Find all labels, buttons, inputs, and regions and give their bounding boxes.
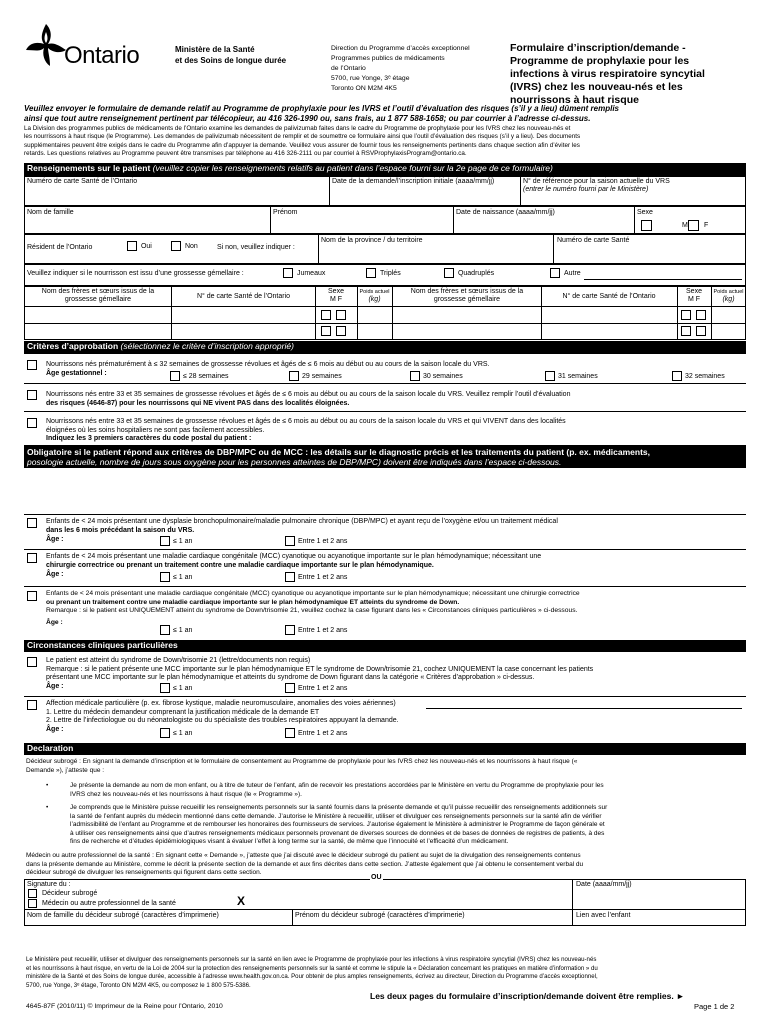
resident-yes-label: Oui	[140, 242, 152, 250]
twins-label: Jumeaux	[296, 269, 326, 277]
sib2-f-checkbox[interactable]	[336, 326, 346, 336]
sib1-m-checkbox[interactable]	[321, 310, 331, 320]
province-label: Nom de la province / du territoire	[321, 237, 423, 244]
reference-number-note: (entrer le numéro fourni par le Ministère)	[523, 186, 649, 193]
intro-p-line-4: retards. Les questions relatives au Programme peuvent être transmises par téléphone au 416 326-2111 ou par courriel à RSVProphylaxisProgram@ontario.ca.	[24, 150, 467, 158]
direction-line-1: Direction du Programme d’accès exceptionnel	[331, 45, 470, 52]
both-pages-note: Les deux pages du formulaire d’inscription/demande doivent être remplies. ►	[370, 991, 685, 1001]
sib-name-header-2-l1: Nom des frères et sœurs issus de la	[410, 288, 524, 295]
sig-substitute-label: Décideur subrogé	[42, 890, 98, 898]
sib-sex-header	[316, 288, 356, 304]
privacy-notice	[26, 956, 748, 990]
direction-line-3: de l’Ontario	[331, 65, 366, 72]
dbp-c3-entre-label: Entre 1 et 2 ans	[298, 626, 348, 634]
dbp-c3-le1-checkbox[interactable]	[160, 625, 170, 635]
sib-sex-header-2	[678, 288, 710, 304]
resident-yes-checkbox[interactable]	[127, 241, 137, 251]
clinical-1-age-label: Âge :	[46, 682, 64, 690]
resident-no-option[interactable]	[171, 241, 198, 251]
sib3-m-checkbox[interactable]	[681, 310, 691, 320]
ga-29-label: 29 semaines	[302, 372, 342, 380]
ministry-line-1: Ministère de la Santé	[175, 45, 255, 54]
criterion-3-line-2: éloignées où les soins hospitaliers ne sont pas facilement accessibles.	[46, 426, 265, 434]
clinical-1-line-1: Le patient est atteint du syndrome de Down/trisomie 21 (lettre/documents non requis)	[46, 657, 311, 664]
clinical-1-le1-option[interactable]	[160, 683, 192, 693]
sib-weight-header-2-l2: (kg)	[722, 296, 735, 303]
bullet-2-line-4: à utiliser ces renseignements ainsi que d’autres renseignements médicaux personnels provenant de diverses sources de données et de bases de données de registres de patients, à des	[70, 829, 605, 837]
clinical-1-le1-checkbox[interactable]	[160, 683, 170, 693]
intro-line-1: Veuillez envoyer le formulaire de demande relatif au Programme de prophylaxie pour les IVRS et l’outil d’évaluation des risques (s’il y a lieu) dûment remplis	[24, 104, 619, 113]
gestational-age-label: Âge gestationnel :	[46, 370, 107, 377]
sib2-m-checkbox[interactable]	[321, 326, 331, 336]
province-input[interactable]	[320, 246, 552, 263]
dbp-c2-le1-checkbox[interactable]	[160, 572, 170, 582]
dm-last-name-label: Nom de famille du décideur subrogé (caractères d’imprimerie)	[27, 912, 219, 919]
patient-bar-title: Renseignements sur le patient	[27, 163, 151, 173]
dbp-c1-line-1: Enfants de < 24 mois présentant une dysplasie bronchopulmonaire/maladie pulmonaire chronique (DBP/MPC) et ayant reçu de l’oxygène et/ou un traitement médical	[46, 518, 558, 525]
ga-28-label: ≤ 28 semaines	[183, 372, 229, 380]
dbp-c1-entre-label: Entre 1 et 2 ans	[298, 537, 348, 545]
dbp-c3-line-3: Remarque : si le patient est UNIQUEMENT atteint du syndrome de Down/trisomie 21, veuillez cochez la case figurant dans les « Circonstances cliniques particulières » ci-dessous.	[46, 607, 578, 614]
privacy-line-1: Le Ministère peut recueillir, utiliser et divulguer des renseignements personnels sur la santé en lien avec le Programme de prophylaxie pour les infections à virus respiratoire syncytial (IVRS) chez les nouveau-nés	[26, 956, 597, 963]
sib-sex-header-l1: Sexe	[328, 288, 344, 295]
resident-no-label: Non	[184, 242, 198, 250]
resident-yes-option[interactable]	[127, 241, 152, 251]
criterion-3-checkbox[interactable]	[27, 418, 37, 428]
bullet-1-line-1: Je présente la demande au nom de mon enfant, ou à titre de tuteur de l’enfant, afin de recevoir les prestations accordées par le Ministère en vertu du Programme de prophylaxie pour les	[70, 782, 604, 789]
sig-option-2[interactable]	[28, 899, 176, 908]
dbp-c3-le1-label: ≤ 1 an	[173, 626, 193, 634]
sex-f-label: F	[703, 222, 709, 230]
clinical-2-checkbox[interactable]	[27, 700, 37, 710]
reference-number-input[interactable]	[522, 194, 745, 205]
dbp-c2-entre-option[interactable]	[285, 572, 347, 582]
ga-31-checkbox[interactable]	[545, 371, 555, 381]
sib-weight-header-2	[712, 288, 745, 304]
other-card-input[interactable]	[555, 246, 745, 263]
dob-input[interactable]	[454, 218, 633, 233]
dbp-c3-entre-checkbox[interactable]	[285, 625, 295, 635]
sib-sex-header-2-l2: M F	[687, 296, 701, 303]
criterion-2-text	[46, 390, 570, 408]
or-label: OU	[371, 874, 382, 881]
ga-30-option[interactable]	[410, 371, 463, 381]
ga-31-option[interactable]	[545, 371, 598, 381]
dbp-c2-entre-checkbox[interactable]	[285, 572, 295, 582]
dbp-c2-line-2: chirurgie correctrice ou prenant un traitement contre une maladie cardiaque importante sur le plan hémodynamique.	[46, 561, 434, 569]
clinical-2-le1-option[interactable]	[160, 728, 192, 738]
dbp-c3-age-label: Âge :	[46, 618, 63, 626]
dbp-c1-line-2: dans les 6 mois précédant la saison du VRS.	[46, 526, 195, 534]
physician-line-3: décideur subrogé de divulguer les renseignements qui figurent dans cette section.	[26, 869, 262, 876]
form-title	[510, 42, 705, 107]
other-multiple-option[interactable]	[550, 268, 581, 278]
dbp-c1-entre-checkbox[interactable]	[285, 536, 295, 546]
if-no-label: Si non, veuillez indiquer :	[217, 244, 295, 251]
resident-label: Résident de l’Ontario	[27, 244, 93, 251]
clinical-bar-title: Circonstances cliniques particulières	[27, 640, 178, 650]
direction-address	[331, 44, 470, 94]
sib4-m-checkbox[interactable]	[681, 326, 691, 336]
clinical-1-line-3: présentant une MCC importante sur le plan hémodynamique et atteints du syndrome de Down figurant dans la catégorie « Critères d’approbation » ci-dessus.	[46, 674, 535, 681]
triplets-option[interactable]	[366, 268, 401, 278]
dbp-c1-age-label: Âge :	[46, 536, 64, 543]
clinical-2-line-2: 1. Lettre du médecin demandeur comprenant la justification médicale de la demande ET	[46, 708, 320, 716]
dbp-c3-le1-option[interactable]	[160, 625, 192, 635]
declaration-intro	[26, 758, 746, 775]
sib-sex-header-2-l1: Sexe	[686, 288, 702, 295]
direction-line-2: Programmes publics de médicaments	[331, 55, 445, 62]
sib-weight-header	[358, 288, 391, 304]
intro-p-line-1: La Division des programmes publics de médicaments de l’Ontario examine les demandes de palivizumab faites dans le cadre du Programme de prophylaxie pour les IVRS chez les nouveau-nés et	[24, 125, 571, 132]
dbp-c3-line-2: ou prenant un traitement contre une maladie cardiaque importante sur le plan hémodynamique ET atteints du syndrome de Down.	[46, 598, 460, 606]
intro-instructions	[24, 104, 749, 124]
sib-name-header-l1: Nom des frères et sœurs issus de la	[41, 288, 155, 295]
dob-label: Date de naissance (aaaa/mm/jj)	[456, 209, 555, 216]
sex-f-checkbox[interactable]	[688, 220, 699, 231]
form-title-line-4: (IVRS) chez les nouveau-nés et les	[510, 81, 683, 93]
patient-section-header	[24, 163, 746, 176]
bullet-2-line-2: la santé de l’enfant auprès du médecin mentionné dans cette demande. J’autorise le Ministère à recueillir, utiliser et divulguer ces renseignements personnels sur la santé afin de vérifier	[70, 812, 602, 820]
triplets-label: Triplés	[379, 269, 401, 277]
bullet-2-line-3: l’admissibilité de l’enfant au Programme et de rembourser les honoraires des fournisseurs de services. J’autorise également le Ministère à administrer le Programme de façon générale et	[70, 821, 605, 828]
dbp-c1-le1-label: ≤ 1 an	[173, 537, 193, 545]
declaration-line-2: Demande »), j’atteste que :	[26, 766, 105, 774]
signature-field[interactable]	[252, 880, 571, 908]
dbp-criterion-2-checkbox[interactable]	[27, 553, 37, 563]
physician-line-2: dans la présente demande au Ministère, comme le décrit la présente section de la demande et aux fins décrites dans cette section. J’atteste également que j’ai obtenu le consentement verbal du	[26, 860, 584, 868]
clinical-2-entre-option[interactable]	[285, 728, 347, 738]
form-title-line-2: Programme de prophylaxie pour les	[510, 55, 690, 67]
first-name-label: Prénom	[273, 209, 298, 216]
dm-first-name-label: Prénom du décideur subrogé (caractères d’imprimerie)	[295, 912, 465, 919]
sig-physician-checkbox[interactable]	[28, 899, 37, 908]
clinical-2-line-3: 2. Lettre de l’infectiologue ou du néonatologiste ou du spécialiste des troubles respiratoires appuyant la demande.	[46, 717, 399, 724]
sib-weight-header-l1: Poids actuel	[359, 289, 390, 295]
criterion-1-text: Nourrissons nés prématurément à ≤ 32 semaines de grossesse révolues et âgés de ≤ 6 mois au début ou au cours de la saison locale du VRS.	[46, 361, 490, 368]
sib-name-header-2-l2: grossesse gémellaire	[433, 296, 501, 303]
intro-p-line-3: supplémentaires peuvent être exigés dans le cadre du Programme afin d’appuyer la demande. Veuillez vous assurer de fournir tous les renseignements pertinents dans chaque section afin d’éviter les	[24, 141, 580, 149]
page-number: Page 1 de 2	[694, 1002, 735, 1011]
criteria-bar-title: Critères d’approbation	[27, 341, 119, 351]
declaration-line-1: Décideur subrogé : En signant la demande d’inscription et le formulaire de consentement au Programme de prophylaxie pour les IVRS chez les nouveau-nés et les nourrissons à haut risque («	[26, 758, 578, 765]
sib-name-header-l2: grossesse gémellaire	[64, 296, 132, 303]
sib-weight-header-2-l1: Poids actuel	[713, 289, 744, 295]
patient-bar-note: (veuillez copier les renseignements relatifs au patient dans l’espace fourni sur la 2e page de ce formulaire)	[152, 163, 553, 173]
clinical-1-line-2: Remarque : si le patient présente une MCC importante sur le plan hémodynamique ET le syndrome de Down/trisomie 21, cochez UNIQUEMENT la case concernant les patients	[46, 665, 594, 673]
ga-31-label: 31 semaines	[558, 372, 598, 380]
dbp-criterion-3-text	[46, 590, 580, 627]
criterion-3-text	[46, 418, 566, 444]
clinical-1-checkbox[interactable]	[27, 657, 37, 667]
form-title-line-5: nourrissons à haut risque	[510, 94, 639, 106]
ga-30-checkbox[interactable]	[410, 371, 420, 381]
dbp-c3-line-1: Enfants de < 24 mois présentant une maladie cardiaque congénitale (MCC) cyanotique ou acyanotique importante sur le plan hémodynamique; nécessitant une chirurgie correctrice	[46, 590, 580, 597]
dbp-bar-line-2: posologie actuelle, nombre de jours sous oxygène pour les personnes atteintes de DBP/MPC) doivent être indiqués dans l’espace ci-dessous.	[27, 457, 562, 467]
ga-28-checkbox[interactable]	[170, 371, 180, 381]
ga-32-label: 32 semaines	[685, 372, 725, 380]
sig-option-1[interactable]	[28, 889, 97, 898]
ga-32-checkbox[interactable]	[672, 371, 682, 381]
relationship-label: Lien avec l’enfant	[576, 912, 631, 919]
sig-physician-label: Médecin ou autre professionnel de la santé	[42, 900, 176, 908]
bullet-1-icon: •	[46, 782, 49, 789]
criterion-3-line-1: Nourrissons nés entre 33 et 35 semaines de grossesse révolues et âgés de ≤ 6 mois au début ou au cours de la saison locale du VRS et qui VIVENT dans des localités	[46, 418, 566, 425]
sib1-f-checkbox[interactable]	[336, 310, 346, 320]
sig-date-text: Date (aaaa/mm/jj)	[576, 881, 632, 888]
twins-checkbox[interactable]	[283, 268, 293, 278]
sib-card-header: N° de carte Santé de l’Ontario	[196, 293, 291, 300]
sex-f-option[interactable]	[688, 220, 708, 231]
logo-text: Ontario	[64, 42, 140, 69]
other-multiple-label: Autre	[563, 269, 581, 277]
bullet-1-line-2: IVRS chez les nouveau-nés et les nourrissons à haut risque (le « Programme »).	[70, 790, 302, 798]
health-card-input[interactable]	[25, 188, 328, 205]
dbp-c2-le1-label: ≤ 1 an	[173, 573, 193, 581]
triplets-checkbox[interactable]	[366, 268, 376, 278]
bullet-2-line-1: Je comprends que le Ministère puisse recueillir les renseignements personnels sur la santé fournis dans la présente demande et qu’il puisse recueillir des renseignements additionnels sur	[70, 804, 608, 811]
reference-number-label: N° de référence pour la saison actuelle du VRS	[523, 178, 670, 185]
clinical-2-entre-checkbox[interactable]	[285, 728, 295, 738]
quadruplets-checkbox[interactable]	[444, 268, 454, 278]
sib-name-header-2	[394, 288, 540, 304]
clinical-1-entre-checkbox[interactable]	[285, 683, 295, 693]
dbp-bar-line-1: Obligatoire si le patient répond aux critères de DBP/MPC ou de MCC : les détails sur le diagnostic précis et les traitements du patient (p. ex. médicaments,	[27, 447, 651, 457]
request-date-label: Date de la demande/l’inscription initiale (aaaa/mm/jj)	[332, 178, 495, 185]
bullet-2-icon: •	[46, 804, 49, 811]
sex-m-option[interactable]	[641, 220, 688, 231]
clinical-2-line-1: Affection médicale particulière (p. ex. fibrose kystique, maladie neuromusculaire, anomalies des voies aériennes)	[46, 700, 396, 707]
clinical-1-entre-option[interactable]	[285, 683, 347, 693]
dbp-criterion-3-checkbox[interactable]	[27, 591, 37, 601]
ga-29-checkbox[interactable]	[289, 371, 299, 381]
declaration-bar-title: Declaration	[27, 743, 74, 753]
dbp-c3-entre-option[interactable]	[285, 625, 347, 635]
sib4-f-checkbox[interactable]	[696, 326, 706, 336]
form-title-line-1: Formulaire d’inscription/demande -	[510, 42, 686, 54]
sib3-f-checkbox[interactable]	[696, 310, 706, 320]
dbp-c2-entre-label: Entre 1 et 2 ans	[298, 573, 348, 581]
privacy-line-2: et les nourrissons à haut risque, en vertu de la Loi de 2004 sur la protection des renseignements personnels sur la santé et comme le stipule la « Déclaration concernant les pratiques en matière d’information » du	[26, 964, 598, 972]
sig-date-label	[576, 881, 632, 889]
trillium-icon	[24, 22, 68, 68]
diagnosis-details-textarea[interactable]	[24, 469, 746, 514]
privacy-line-4: 5700, rue Yonge, 3ᵉ étage, Toronto ON M2M 4K5, ou composez le 1 800 575-5386.	[26, 981, 251, 989]
criterion-1-checkbox[interactable]	[27, 360, 37, 370]
ministry-line-2: et des Soins de longue durée	[175, 56, 287, 65]
sex-label: Sexe	[637, 209, 653, 216]
declaration-bullet-2	[70, 804, 746, 847]
form-title-line-3: infections à virus respiratoire syncytial	[510, 68, 705, 80]
health-card-label: Numéro de carte Santé de l’Ontario	[27, 178, 138, 185]
clinical-section-header	[24, 640, 746, 652]
resident-no-checkbox[interactable]	[171, 241, 181, 251]
dbp-c2-line-1: Enfants de < 24 mois présentant une maladie cardiaque congénitale (MCC) cyanotique ou acyanotique importante sur le plan hémodynamique; nécessitant une	[46, 553, 542, 560]
criteria-bar-note: (sélectionnez le critère d’inscription approprié)	[120, 341, 294, 351]
ga-32-option[interactable]	[672, 371, 725, 381]
signature-label: Signature du :	[27, 881, 71, 888]
criteria-section-header	[24, 341, 746, 354]
clinical-1-le1-label: ≤ 1 an	[173, 684, 193, 692]
direction-line-4: 5700, rue Yonge, 3ᵉ étage	[331, 75, 410, 82]
twins-option[interactable]	[283, 268, 325, 278]
postal-code-label: Indiquez les 3 premiers caractères du code postal du patient :	[46, 435, 252, 442]
multiple-birth-label: Veuillez indiquer si le nourrisson est issu d’une grossesse gémellaire :	[27, 270, 244, 277]
criterion-2-line-1: Nourrissons nés entre 33 et 35 semaines de grossesse révolues et âgés de ≤ 6 mois au début ou au cours de la saison locale du VRS. Veuillez remplir l’outil d’évaluation	[46, 391, 571, 398]
dbp-section-header	[24, 446, 746, 468]
direction-line-5: Toronto ON M2M 4K5	[331, 85, 397, 92]
clinical-2-le1-label: ≤ 1 an	[173, 729, 193, 737]
last-name-input[interactable]	[25, 218, 269, 233]
clinical-2-age-label: Âge :	[46, 725, 64, 733]
privacy-line-3: ministère de la Santé et des Soins de longue durée, accessible à l’adresse www.health.gov.on.ca. Pour obtenir de plus amples renseignements, écrivez au directeur, Direction du Programme d’accès exceptionnel,	[26, 973, 598, 981]
quadruplets-option[interactable]	[444, 268, 494, 278]
intro-line-2: ainsi que tout autre renseignement pertinent par télécopieur, au 416 326-1990 ou, sans frais, au 1 877 588-1658; ou par courrier à l’adresse ci-dessus.	[24, 114, 591, 123]
last-name-label: Nom de famille	[27, 209, 74, 216]
ontario-logo	[24, 22, 164, 72]
signature-x-mark: X	[237, 894, 246, 908]
sex-m-label: M	[681, 222, 688, 230]
form-number: 4645-87F (2010/11) © Imprimeur de la Reine pour l’Ontario, 2010	[26, 1003, 223, 1010]
ga-29-option[interactable]	[289, 371, 342, 381]
dbp-c1-le1-checkbox[interactable]	[160, 536, 170, 546]
declaration-bullet-1	[70, 782, 746, 799]
physician-declaration	[26, 852, 746, 878]
intro-paragraph	[24, 125, 749, 159]
clinical-1-entre-label: Entre 1 et 2 ans	[298, 684, 348, 692]
quadruplets-label: Quadruplés	[457, 269, 495, 277]
clinical-2-le1-checkbox[interactable]	[160, 728, 170, 738]
bullet-2-line-5: fins de recherche et d’études épidémiologiques visant à évaluer l’effet à long terme sur la santé, de même que l’innocuité et l’efficacité d’un médicament.	[70, 838, 509, 845]
clinical-2-entre-label: Entre 1 et 2 ans	[298, 729, 348, 737]
first-name-input[interactable]	[271, 218, 452, 233]
sib-weight-header-l2: (kg)	[368, 296, 381, 303]
other-card-label: Numéro de carte Santé	[557, 237, 630, 244]
ministry-name	[175, 44, 286, 66]
request-date-input[interactable]	[331, 188, 519, 205]
dbp-c2-age-label: Âge :	[46, 571, 64, 578]
dbp-c1-le1-option[interactable]	[160, 536, 192, 546]
sib-sex-header-l2: M F	[329, 296, 343, 303]
intro-p-line-2: les nourrissons à haut risque (le Programme). Les demandes de palivizumab nécessitent de remplir et de soumettre ce formulaire ainsi que l’outil d’évaluation des risques (s’il y a lieu). Des documents	[24, 133, 581, 141]
physician-line-1: Médecin ou autre professionnel de la santé : En signant cette « Demande », j’atteste que j’ai discuté avec le décideur subrogé du patient au sujet de la divulgation des renseignements contenus	[26, 852, 581, 859]
sig-substitute-checkbox[interactable]	[28, 889, 37, 898]
dbp-c2-le1-option[interactable]	[160, 572, 192, 582]
ga-28-option[interactable]	[170, 371, 228, 381]
dbp-c1-entre-option[interactable]	[285, 536, 347, 546]
sib-name-header	[26, 288, 170, 304]
sig-date-input[interactable]	[574, 890, 745, 908]
other-multiple-checkbox[interactable]	[550, 268, 560, 278]
criterion-2-line-2: des risques (4646-87) pour les nourrissons qui NE vivent PAS dans des localités éloignées.	[46, 400, 350, 407]
declaration-section-header	[24, 743, 746, 755]
criterion-2-checkbox[interactable]	[27, 390, 37, 400]
ga-30-label: 30 semaines	[423, 372, 463, 380]
dbp-criterion-1-checkbox[interactable]	[27, 518, 37, 528]
sex-m-checkbox[interactable]	[641, 220, 652, 231]
sib-card-header-2: N° de carte Santé de l’Ontario	[562, 293, 656, 300]
